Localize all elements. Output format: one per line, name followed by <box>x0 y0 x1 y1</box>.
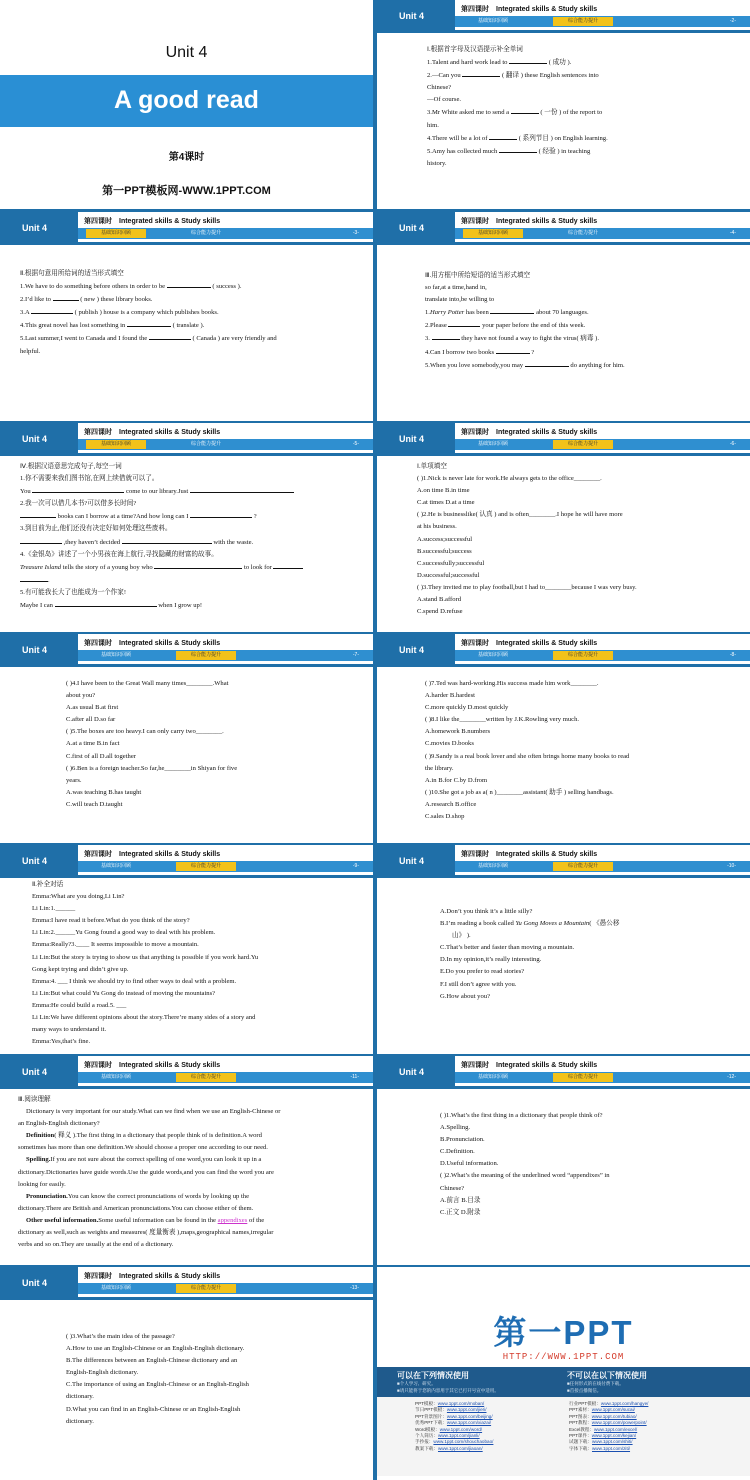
slide-10[interactable] <box>377 845 750 1054</box>
underlined-word-appendixes: appendixes <box>217 1216 248 1224</box>
lesson-title: 第四课时 Integrated skills & Study skills <box>84 1062 221 1069</box>
slide-header <box>377 423 750 456</box>
tab-basic-review[interactable]: 基础知识回顾 <box>477 652 508 658</box>
lesson-title: 第四课时 Integrated skills & Study skills <box>84 1273 221 1280</box>
lesson-title: 第四课时 Integrated skills & Study skills <box>84 218 221 225</box>
tab-basic-review[interactable]: 基础知识回顾 <box>100 863 131 869</box>
tab-basic-review[interactable]: 基础知识回顾 <box>86 229 146 238</box>
page-number: -10- <box>727 863 736 869</box>
exercise-text: Ⅲ.用方框中所给短语的适当形式填空 so far,at a time,hand in, translate into,be willing to 1.Harry Potter has been about 70 languages. 2.Please your paper before the end of this week. 3. they have not found a way to fight the virus( 病毒 ). 4.Can I borrow two books ? 5.When you love somebody,you may do anything for him. <box>425 272 625 369</box>
unit-badge: Unit 4 <box>0 212 78 245</box>
exercise-text: Ⅱ.根据句意用所给词的适当形式填空 1.We have to do something before others in order to be ( success ). 2.I’d like to ( new ) these library books. 3.A ( publish ) house is a company which publishes books. 4.This great novel has lost something in ( translate ). 5.Last summer,I went to Canada and I found the ( Canada ) are very friendly and helpful. <box>20 270 277 355</box>
lesson-label: 第4课时 <box>168 152 205 163</box>
slide-13[interactable] <box>0 1267 373 1476</box>
slide-12[interactable] <box>377 1056 750 1265</box>
slide-2[interactable] <box>377 0 750 209</box>
tab-ability[interactable]: 综合能力提升 <box>176 1284 236 1293</box>
slide-7[interactable] <box>0 634 373 843</box>
tab-basic-review[interactable]: 基础知识回顾 <box>86 440 146 449</box>
tab-basic-review[interactable]: 基础知识回顾 <box>477 1074 508 1080</box>
lesson-title: 第四课时 Integrated skills & Study skills <box>84 640 221 647</box>
page-number: -11- <box>350 1074 359 1080</box>
unit-badge: Unit 4 <box>0 1056 78 1089</box>
slide-header <box>377 212 750 245</box>
lesson-title: 第四课时 Integrated skills & Study skills <box>461 640 598 647</box>
dialogue-text: Ⅱ.补全对话 Emma:What are you doing,Li Lin? Li Lin:1.______ Emma:I have read it before.What do you think of the story? Li Lin:2.______Yu Gong found a good way to deal with his problem. Emma:Really?3.____ It seems impossible to move a mountain. Li Lin:But the story is trying to show us that anything is possible if you work hard.Yu Gong kept trying and didn’t give up. Emma:4. ___ I think we should try to find other ways to deal with a problem. Li Lin:But what could Yu Gong do instead of moving the mountains? Emma:He could build a road.5. ___ Li Lin:We have different opinions about the story.There’re many sides of a story and many ways to understand it. Emma:Yes,that’s fine. <box>32 881 259 1046</box>
tab-ability[interactable]: 综合能力提升 <box>176 862 236 871</box>
tab-ability[interactable]: 综合能力提升 <box>553 651 613 660</box>
slide-header <box>0 423 373 456</box>
ppt-url[interactable]: HTTP://WWW.1PPT.COM <box>502 1352 625 1362</box>
tab-basic-review[interactable]: 基础知识回顾 <box>100 652 131 658</box>
exercise-text: Ⅳ.根据汉语意思完成句子,每空一词 1.你不需要来我们图书馆,在网上续借就可以了。 You come to our library.Just 2.我一次可以借几本书?可以借多长时间? books can I borrow at a time?And how long can I ? 3.到目前为止,他们还没有决定好如何处理这些废料。 ,they haven’t decided with the waste. 4.《金银岛》讲述了一个小男孩在海上航行,寻找隐藏的财富的故事。 Treasure Island tells the story of a young boy who to look for . 5.有可能我长大了也能成为一个作家! Maybe I can when I grow up! <box>20 461 360 612</box>
slide-header <box>377 634 750 667</box>
page-number: -7- <box>352 652 359 658</box>
link[interactable]: www.1ppt.com/moban/ <box>437 1401 485 1406</box>
slide-credits[interactable]: 第一PPT HTTP://WWW.1PPT.COM 可以在下列情况使用 ■个人学习、研究。 ■请只能将于您的内容用于其它已打开号宣中适用。 不可以在以下情况使用 ■任何形式的在线付费下载。 ■首接点播微信。 PPT模板：www.1ppt.com/moban/ 节日PPT模板：www.1ppt.com/jieri/ PPT背景图片：www.1ppt.com/beijing/ 优秀PPT下载：www.1ppt.com/xiazai/ Word模板：www.1ppt.com/word/ 个人简历：www.1ppt.com/jianli/ 手抄报：www.1ppt.com/shouchaobao/ 教案下载：www.1ppt.com/jiaoan/ 行业PPT模板：www.1ppt.com/hangye/ PPT素材：www.1ppt.com/sucai/ PPT图表：www.1ppt.com/tubiao/ PPT教程：www.1ppt.com/powerpoint/ Excel教程：www.1ppt.com/excel/ PPT课件：www.1ppt.com/kejian/ 试题下载：www.1ppt.com/shiti/ 字体下载：www.1ppt.com/ziti/ <box>377 1267 750 1476</box>
page-number: -12- <box>727 1074 736 1080</box>
slide-header <box>0 1267 373 1300</box>
link[interactable]: www.1ppt.com/jieri/ <box>446 1407 487 1413</box>
page-number: -3- <box>352 230 359 236</box>
slide-header <box>377 1056 750 1089</box>
slide-11[interactable] <box>0 1056 373 1265</box>
slide-header <box>377 0 750 33</box>
lesson-title: 第四课时 Integrated skills & Study skills <box>84 429 221 436</box>
slide-5[interactable] <box>0 423 373 632</box>
question-text: ( )3.What’s the main idea of the passage? A.How to use an English-Chinese or an English-English dictionary. B.The differences between an English-Chinese dictionary and an English-English dictionary. C.The importance of using an English-Chinese or an English-English dictionary. D.What you can find in an English-Chinese or an English-English dictionary. <box>66 1333 249 1425</box>
link[interactable]: www.1ppt.com/kejian/ <box>591 1433 637 1439</box>
unit-badge: Unit 4 <box>377 1056 455 1089</box>
page-number: -5- <box>352 441 359 447</box>
unit-badge: Unit 4 <box>377 212 455 245</box>
link[interactable]: www.1ppt.com/hangye/ <box>600 1401 649 1406</box>
tab-ability[interactable]: 综合能力提升 <box>190 230 221 236</box>
link[interactable]: www.1ppt.com/word/ <box>439 1426 483 1432</box>
exercise-text: ( )4.I have been to the Great Wall many times________.What about you? A.as usual B.at first C.after all D.so far ( )5.The boxes are too heavy.I can only carry two________. A.at a time B.in fact C.first of all D.all together ( )6.Ben is a foreign teacher.So far,he________in Shiyan for five years. A.was teaching B.has taught C.will teach D.taught <box>66 680 238 808</box>
usage-forbidden-heading: 不可以在以下情况使用 <box>567 1371 647 1380</box>
tab-ability[interactable]: 综合能力提升 <box>567 230 598 236</box>
tab-ability[interactable]: 综合能力提升 <box>190 441 221 447</box>
link-list-left: PPT模板：www.1ppt.com/moban/ 节日PPT模板：www.1ppt.com/jieri/ PPT背景图片：www.1ppt.com/beijing/ 优秀PPT下载：www.1ppt.com/xiazai/ Word模板：www.1ppt.com/word/ 个人简历：www.1ppt.com/jianli/ 手抄报：www.1ppt.com/shouchaobao/ 教案下载：www.1ppt.com/jiaoan/ <box>415 1401 494 1451</box>
link-list-right: 行业PPT模板：www.1ppt.com/hangye/ PPT素材：www.1ppt.com/sucai/ PPT图表：www.1ppt.com/tubiao/ PPT教程：www.1ppt.com/powerpoint/ Excel教程：www.1ppt.com/excel/ PPT课件：www.1ppt.com/kejian/ 试题下载：www.1ppt.com/shiti/ 字体下载：www.1ppt.com/ziti/ <box>569 1401 649 1451</box>
link[interactable]: www.1ppt.com/shiti/ <box>591 1439 633 1445</box>
lesson-title: 第四课时 Integrated skills & Study skills <box>461 218 598 225</box>
tab-basic-review[interactable]: 基础知识回顾 <box>477 863 508 869</box>
lesson-title: 第四课时 Integrated skills & Study skills <box>84 851 221 858</box>
options-text: A.Don’t you think it’s a little silly? B.I’m reading a book called Yu Gong Moves a Mountain( 《愚公移 山》 ). C.That’s better and faster than moving a mountain. D.In my opinion,it’s really interesting. E.Do you prefer to read stories? F.I still don’t agree with you. G.How about you? <box>440 908 620 1000</box>
unit-badge: Unit 4 <box>377 423 455 456</box>
slide-header <box>0 634 373 667</box>
reading-passage: Ⅲ.阅读理解 Dictionary is very important for our study.What can we find when we use an English-Chinese or an English-English dictionary? Definition( 释义 ).The first thing in a dictionary that people think of is definition.A word sometimes has more than one definition.We should choose a proper one according to our need. Spelling.If you are not sure about the correct spelling of one word,you can look it up in a dictionary.Dictionaries have guide words.Use the guide words,and you can find the word you are looking for easily. Pronunciation.You can know the correct pronunciations of words by looking up the dictionary.There are British and American pronunciations.You can choose either of them. Other useful information.Some useful information can be found in the appendixes of the dictionary as well,such as weights and measures( 度量衡表 ),maps,geographical names,irregular verbs and so on.They are usually at the end of a dictionary. <box>18 1096 281 1249</box>
tab-ability[interactable]: 综合能力提升 <box>553 862 613 871</box>
page-number: -4- <box>729 230 736 236</box>
question-text: ( )1.What’s the first thing in a dictionary that people think of? A.Spelling. B.Pronunciation. C.Definition. D.Useful information. ( )2.What’s the meaning of the underlined word “appendixes” in Chinese? A.前言 B.目录 C.正文 D.附录 <box>440 1112 610 1216</box>
tab-ability[interactable]: 综合能力提升 <box>553 1073 613 1082</box>
link[interactable]: www.1ppt.com/jiaoan/ <box>437 1445 483 1451</box>
link[interactable]: www.1ppt.com/beijing/ <box>446 1413 493 1419</box>
page-number: -9- <box>352 863 359 869</box>
link[interactable]: www.1ppt.com/shouchaobao/ <box>433 1439 494 1445</box>
tab-ability[interactable]: 综合能力提升 <box>176 1073 236 1082</box>
link[interactable]: www.1ppt.com/sucai/ <box>591 1407 635 1413</box>
tab-basic-review[interactable]: 基础知识回顾 <box>100 1074 131 1080</box>
slide-6[interactable] <box>377 423 750 632</box>
link[interactable]: www.1ppt.com/tubiao/ <box>591 1413 637 1419</box>
tab-basic-review[interactable]: 基础知识回顾 <box>477 18 508 24</box>
lesson-title: 第四课时 Integrated skills & Study skills <box>461 429 598 436</box>
slide-4[interactable] <box>377 212 750 421</box>
slide-header <box>0 1056 373 1089</box>
unit-label: Unit 4 <box>165 44 208 61</box>
lesson-title: 第四课时 Integrated skills & Study skills <box>461 1062 598 1069</box>
usage-allowed-heading: 可以在下列情况使用 <box>397 1371 469 1380</box>
slide-header <box>0 845 373 878</box>
page-number: -6- <box>729 441 736 447</box>
tab-basic-review[interactable]: 基础知识回顾 <box>463 229 523 238</box>
slide-main-title: A good read <box>114 86 259 114</box>
link[interactable]: www.1ppt.com/excel/ <box>594 1426 638 1432</box>
unit-badge: Unit 4 <box>0 634 78 667</box>
exercise-text: ( )7.Ted was hard-working.His success made him work________. A.harder B.hardest C.more quickly D.most quickly ( )8.I like the________written by J.K.Rowling very much. A.homework B.numbers C.movies D.books ( )9.Sandy is a real book lover and she often brings home many books to read the library. A.in B.for C.by D.from ( )10.She got a job as a( n )________assistant( 助手 ) selling handbags. A.research B.office C.sales D.shop <box>425 680 630 821</box>
slide-header <box>377 845 750 878</box>
unit-badge: Unit 4 <box>0 423 78 456</box>
slide-8[interactable] <box>377 634 750 843</box>
tab-basic-review[interactable]: 基础知识回顾 <box>477 441 508 447</box>
slide-9[interactable] <box>0 845 373 1054</box>
slide-title[interactable] <box>0 0 373 209</box>
website-label: 第一PPT模板网-WWW.1PPT.COM <box>102 185 271 197</box>
lesson-title: 第四课时 Integrated skills & Study skills <box>461 851 598 858</box>
tab-ability[interactable]: 综合能力提升 <box>553 440 613 449</box>
page-number: -13- <box>350 1285 359 1291</box>
lesson-title: 第四课时 Integrated skills & Study skills <box>461 6 598 13</box>
slide-header <box>0 212 373 245</box>
unit-badge: Unit 4 <box>377 845 455 878</box>
link[interactable]: www.1ppt.com/powerpoint/ <box>591 1420 647 1426</box>
unit-badge: Unit 4 <box>0 1267 78 1300</box>
ppt-logo: 第一PPT <box>493 1314 634 1351</box>
tab-ability[interactable]: 综合能力提升 <box>176 651 236 660</box>
exercise-text: Ⅰ.单项填空 ( )1.Nick is never late for work.He always gets to the office________. A.on time B.in time C.at times D.at a time ( )2.He is businesslike( 认真 ) and is often________.I hope he will have more at his business. A.success;successful B.successful;success C.successfully;successful D.successful;successful ( )3.They invited me to play football,but I had to________because I was very busy. A.stand B.afford C.spend D.refuse <box>417 463 637 616</box>
link[interactable]: www.1ppt.com/ziti/ <box>591 1445 631 1451</box>
slide-3[interactable] <box>0 212 373 421</box>
unit-badge: Unit 4 <box>377 0 455 33</box>
unit-badge: Unit 4 <box>0 845 78 878</box>
tab-ability[interactable]: 综合能力提升 <box>553 17 613 26</box>
exercise-text: Ⅰ.根据首字母及汉语提示补全单词 1.Talent and hard work lead to ( 成功 ). 2.—Can you ( 翻译 ) these English sentences into Chinese? —Of course. 3.Mr White asked me to send a ( 一份 ) of the report to him. 4.There will be a lot of ( 系列节目 ) on English learning. 5.Amy has collected much ( 经验 ) in teaching history. <box>427 46 608 167</box>
link[interactable]: www.1ppt.com/xiazai/ <box>446 1420 492 1426</box>
unit-badge: Unit 4 <box>377 634 455 667</box>
link[interactable]: www.1ppt.com/jianli/ <box>437 1433 480 1439</box>
tab-basic-review[interactable]: 基础知识回顾 <box>100 1285 131 1291</box>
page-number: -2- <box>729 18 736 24</box>
page-number: -8- <box>729 652 736 658</box>
